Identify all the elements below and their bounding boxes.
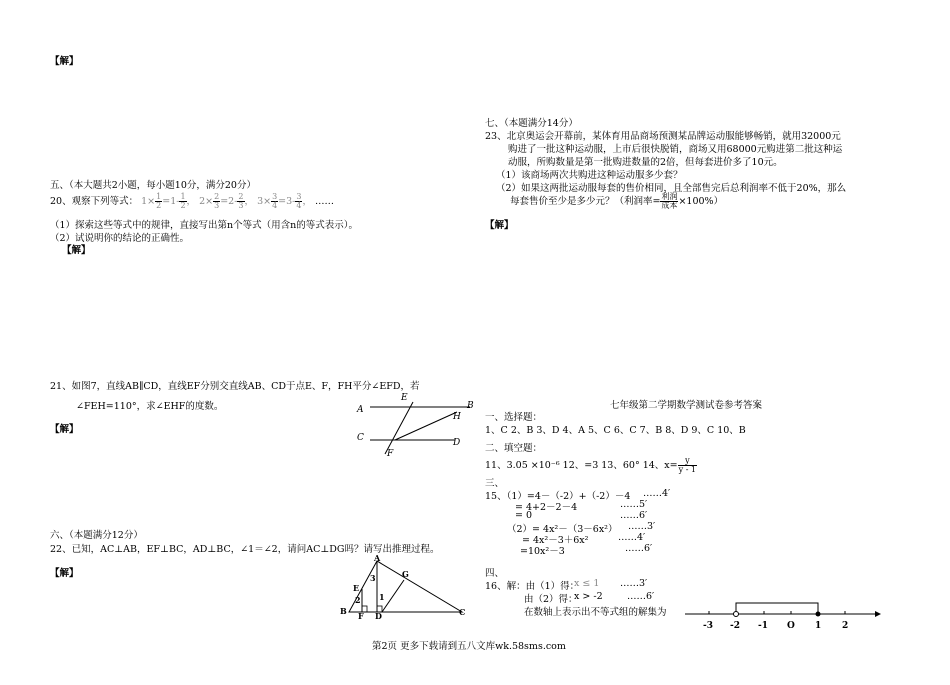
- q20-part-1: （1）探索这些等式中的规律，直接写出第n个等式（用含n的等式表示）。: [50, 220, 359, 231]
- a15-score-3: ……6′: [620, 510, 648, 521]
- q20-equation-1: 1× $\frac{1}{2}$ =1- $\frac{1}{2}$ ，: [141, 192, 197, 210]
- a15-score-4: ……3′: [628, 521, 656, 532]
- label-b: B: [467, 401, 474, 411]
- a16-line-3: 在数轴上表示出不等式组的解集为: [524, 607, 667, 618]
- a15-line-6: =10x²－3: [520, 546, 565, 557]
- svg-text:1: 1: [379, 592, 385, 602]
- svg-text:3: 3: [370, 573, 376, 583]
- number-line: [685, 598, 885, 634]
- svg-text:1: 1: [815, 621, 822, 631]
- a15-score-6: ……6′: [625, 543, 653, 554]
- svg-text:B: B: [340, 606, 347, 616]
- q23-line-2: 购进了一批这种运动服，上市后很快脱销，商场又用68000元购进第二批这种运: [508, 144, 843, 155]
- label-c: C: [357, 433, 364, 443]
- a15-line-1: 15、（1）=4－（-2）+（-2）－4: [485, 491, 631, 502]
- a16-value-1: x ≤ 1: [574, 578, 600, 589]
- q21-line-2: ∠FEH=110°，求∠EHF的度数。: [76, 401, 224, 412]
- q23-line-3: 动服，所购数量是第一批购进数量的2倍，但每套进价多了10元。: [508, 157, 783, 168]
- label-e: E: [401, 393, 408, 403]
- svg-text:-1: -1: [758, 621, 768, 631]
- q20-equation-3: 3× $\frac{3}{4}$ =3- $\frac{3}{4}$ ，: [257, 192, 312, 210]
- svg-text:F: F: [358, 611, 364, 620]
- answer-section-3: 三、: [485, 478, 505, 489]
- q20-part-2: （2）试说明你的结论的正确性。: [50, 233, 190, 244]
- a15-line-4: （2）= 4x²－（3－6x²）: [507, 524, 618, 535]
- svg-text:D: D: [375, 611, 382, 620]
- a16-value-2: x > -2: [574, 591, 603, 602]
- a15-score-2: ……5′: [620, 499, 648, 510]
- answer-label: 【解】: [485, 220, 514, 231]
- a16-score-2: ……6′: [627, 591, 655, 602]
- figure-7-diagram: [355, 390, 480, 460]
- page-footer: 第2页 更多下载请到五八文库wk.58sms.com: [372, 641, 566, 652]
- question-22: 22、已知，AC⊥AB，EF⊥BC，AD⊥BC，∠1＝∠2，请问AC⊥DG吗？请写出推理过程。: [50, 544, 440, 555]
- q20-dots: ……: [315, 196, 335, 207]
- svg-text:-3: -3: [703, 621, 713, 631]
- section-6-title: 六、（本题满分12分）: [50, 530, 143, 541]
- q20-equation-2: 2× $\frac{2}{3}$ =2- $\frac{2}{3}$ ，: [199, 192, 255, 210]
- svg-text:A: A: [374, 555, 381, 563]
- q23-line-1: 23、北京奥运会开幕前，某体育用品商场预测某品牌运动服能够畅销，就用32000元: [485, 131, 841, 142]
- q20-prefix: 20、观察下列等式：: [50, 196, 139, 207]
- a15-line-3: = 0: [515, 510, 533, 521]
- section-5-title: 五、（本大题共2小题，每小题10分，满分20分）: [50, 180, 256, 191]
- svg-text:2: 2: [842, 621, 849, 631]
- q23-part-1: （1）该商场两次共购进这种运动服多少套？: [496, 170, 683, 181]
- answer-choices: 1、C 2、B 3、D 4、A 5、C 6、C 7、B 8、D 9、C 10、B: [485, 425, 746, 436]
- label-a: A: [357, 405, 364, 415]
- a16-line-2: 由（2）得：: [524, 594, 578, 605]
- answer-label: 【解】: [50, 424, 79, 435]
- svg-text:C: C: [459, 607, 466, 617]
- svg-text:2: 2: [355, 595, 361, 605]
- svg-text:G: G: [402, 569, 409, 579]
- answer-section-2: 二、填空题：: [485, 443, 543, 454]
- segment-dg: [382, 580, 404, 612]
- answer-label: 【解】: [50, 56, 79, 67]
- svg-text:O: O: [787, 621, 795, 631]
- q23-part-2-formula: 每套售价至少是多少元？（利润率= $\frac{\text{利润}}{\text{成本}}$ ×100%）: [510, 192, 724, 210]
- answer-label: 【解】: [50, 568, 79, 579]
- a16-score-1: ……3′: [620, 578, 648, 589]
- figure-22-diagram: [337, 555, 472, 620]
- a16-line-1: 16、解：由（1）得：: [485, 581, 580, 592]
- section-7-title: 七、（本题满分14分）: [485, 118, 578, 129]
- question-20-stem: [50, 193, 334, 210]
- a15-score-5: ……4′: [618, 532, 646, 543]
- a15-line-2: = 4+2－2－4: [515, 502, 578, 513]
- label-h: H: [453, 412, 461, 422]
- svg-text:-2: -2: [730, 621, 740, 631]
- line-ef: [385, 402, 413, 454]
- answer-key-title: 七年级第二学期数学测试卷参考答案: [610, 400, 763, 411]
- a15-line-5: = 4x²－3＋6x²: [522, 535, 589, 546]
- label-d: D: [453, 438, 461, 448]
- line-fh: [395, 412, 457, 440]
- answer-label: 【解】: [62, 245, 91, 256]
- answer-section-4: 四、: [485, 568, 505, 579]
- answer-section-1: 一、选择题：: [485, 412, 543, 423]
- answer-fill-blanks: 11、3.05 ×10⁻⁶ 12、=3 13、60° 14、x= $\frac{y}{y - 1}$: [485, 456, 697, 474]
- a15-score-1: ……4′: [643, 488, 671, 499]
- q21-line-1: 21、如图7，直线AB∥CD，直线EF分别交直线AB、CD于点E、F，FH平分∠EFD，若: [50, 381, 420, 392]
- q23-part-2: （2）如果这两批运动服每套的售价相同，且全部售完后总利润率不低于20%，那么: [496, 183, 847, 194]
- svg-text:E: E: [353, 583, 360, 593]
- label-f: F: [387, 449, 394, 459]
